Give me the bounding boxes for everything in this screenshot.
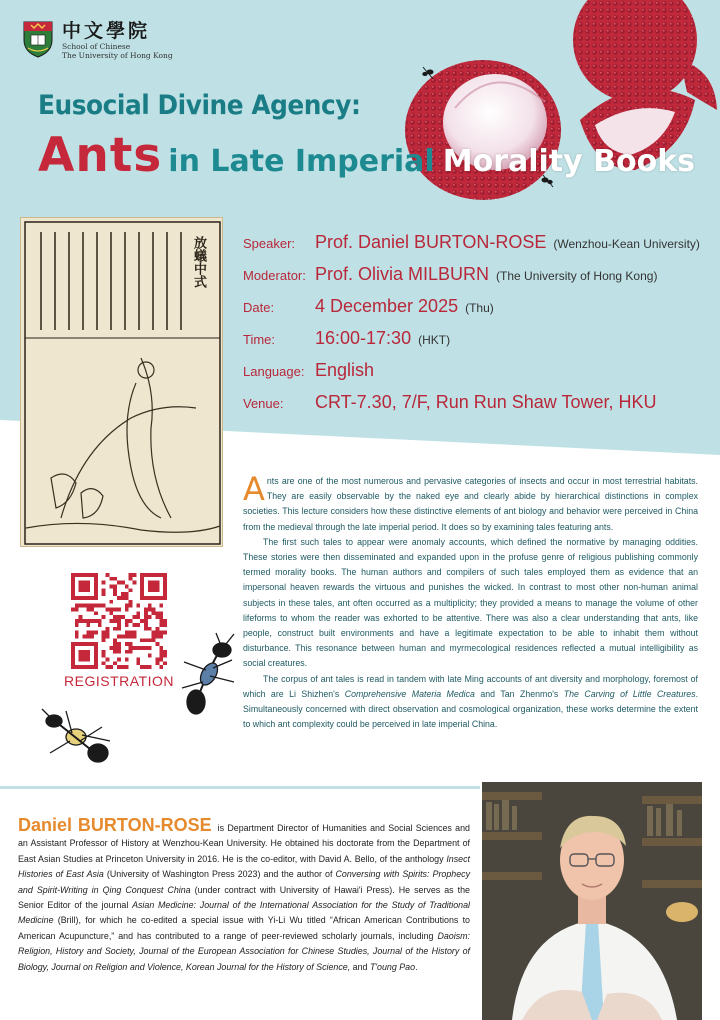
detail-label: Speaker: <box>243 236 296 251</box>
detail-label: Moderator: <box>243 268 306 283</box>
registration-qr-code[interactable] <box>71 573 167 669</box>
event-details <box>243 232 700 424</box>
bio-text: (Brill), for which he co-edited a special issue with Yi-Li Wu titled “African American Contributions to American Acupuncture,” and has contributed to a range of peer-reviewed scholarly journals, including <box>18 915 470 941</box>
logo-university: The University of Hong Kong <box>62 51 173 60</box>
detail-label: Venue: <box>243 396 284 411</box>
detail-value: 16:00-17:30 <box>315 328 412 348</box>
detail-note: (The University of Hong Kong) <box>496 269 658 283</box>
bio-title: Daoism: Religion, History and Society, Journal of the European Association for Chinese Studies, Journal of the History of Biology, Journal on Religion and Violence, Korean Journal for the History of Science, <box>18 930 470 972</box>
detail-row-venue <box>243 392 700 424</box>
title-middle: in Late Imperial <box>168 144 435 179</box>
book-title-little-creatures: The Carving of Little Creatures <box>563 688 696 699</box>
school-logo <box>22 20 173 60</box>
detail-note: (HKT) <box>418 333 451 347</box>
registration-label: REGISTRATION <box>64 673 174 689</box>
bio-title: T'oung Pao <box>369 961 416 972</box>
detail-row-language <box>243 360 700 392</box>
abstract-paragraph-1 <box>243 470 698 535</box>
abstract-p3-text: and Tan Zhenmo's <box>474 688 564 699</box>
detail-value: Prof. Daniel BURTON-ROSE <box>315 232 547 252</box>
speaker-portrait <box>482 782 702 1020</box>
bio-name: Daniel BURTON-ROSE <box>18 815 212 835</box>
bio-text: is Department Director of Humanities and Social Sciences and an Assistant Professor of History at Wenzhou-Kean University. He obtained his doctorate from the Department of East Asian Studies at Princeton University in 2016. He is the co-editor, with David A. Bello, of the anthology <box>18 823 470 864</box>
bio-title: Asian Medicine: Journal of the International Association for the Study of Traditional Medicine <box>18 900 470 926</box>
detail-row-moderator <box>243 264 700 296</box>
logo-text <box>62 20 173 60</box>
abstract-paragraph-2: The first such tales to appear were anomaly accounts, which defined the normative by managing oddities. These stories were then disseminated and expanded upon in the profuse genre of religious publishing commonly termed morality books. The human authors and compilers of such tales employed them as evidence that an impersonal heaven rewards the virtuous and punishes the wicked. In contrast to most other non-human animal subjects in these tales, ant often occurred as a multiplicity; they provided a means to manage the volume of other lifeforms to whom the reader was exhorted to be attentive. There was also a clear understanding that ants, like people, construct built environments and have a legitimate expectation to be able to inhabit them without disturbance. This resonance between human and myrmecological residences reflected a mutual intelligibility as social creatures. <box>243 536 698 669</box>
detail-row-time <box>243 328 700 360</box>
detail-value: Prof. Olivia MILBURN <box>315 264 490 284</box>
detail-label: Date: <box>243 300 275 315</box>
detail-value: English <box>315 360 375 380</box>
abstract-paragraph-3 <box>243 672 698 733</box>
section-divider <box>0 786 480 789</box>
title-line-2 <box>38 128 695 183</box>
detail-note: (Thu) <box>465 301 494 315</box>
title-end: Morality Books <box>442 144 696 179</box>
bio-title: Conversing with Spirits: Prophecy and Spirit-Writing in Qing Conquest China <box>18 869 471 895</box>
abstract-p3-text: . Simultaneously concerned with direct observation and cosmological organization, these works determine the extent to which ant complexity could be perceived in late imperial China. <box>243 688 699 730</box>
hku-crest-icon <box>22 20 54 58</box>
bio-text: and <box>350 961 370 972</box>
bio-text: (University of Washington Press 2023) and the author of <box>103 869 336 880</box>
abstract-p3-text: The corpus of ant tales is read in tandem with late Ming accounts of ant diversity and morphology, foremost of which are Li Shizhen's <box>243 673 698 699</box>
detail-value: CRT-7.30, 7/F, Run Run Shaw Tower, HKU <box>315 392 657 412</box>
bio-text: . <box>415 961 418 972</box>
speaker-bio <box>18 815 471 975</box>
logo-school: School of Chinese <box>62 42 131 51</box>
detail-row-speaker <box>243 232 700 264</box>
woodcut-heading: 放蟻中式 <box>191 236 206 288</box>
detail-label: Language: <box>243 364 305 379</box>
detail-label: Time: <box>243 332 276 347</box>
title-line-1: Eusocial Divine Agency: <box>38 90 361 121</box>
abstract <box>243 470 699 732</box>
title-ants: Ants <box>38 128 163 183</box>
bio-title: Insect Histories of East Asia <box>18 853 470 880</box>
detail-note: (Wenzhou-Kean University) <box>553 237 700 251</box>
speaker-photo <box>482 782 702 1020</box>
dropcap: A <box>243 470 265 508</box>
ant-illustration-icon <box>40 707 114 767</box>
book-title-materia-medica: Comprehensive Materia Medica <box>344 688 475 699</box>
detail-value: 4 December 2025 <box>315 296 459 316</box>
ant-illustration-icon <box>176 632 240 718</box>
logo-chinese: 中文學院 <box>62 20 151 42</box>
bio-text: (under contract with University of Hawai'i Press). He serves as the Senior Editor of the journal <box>18 884 470 911</box>
woodblock-print-image <box>20 217 223 547</box>
abstract-p1-text: nts are one of the most numerous and pervasive categories of insects and occur in most terrestrial habitats. They are easily observable by the naked eye and clearly abide by hierarchical distinctions in complex societies. This lecture considers how these distinctive elements of ant biology and behavior were perceived in China from the medieval through the late imperial period. It does so by examining tales featuring ants. <box>243 476 698 532</box>
detail-row-date <box>243 296 700 328</box>
